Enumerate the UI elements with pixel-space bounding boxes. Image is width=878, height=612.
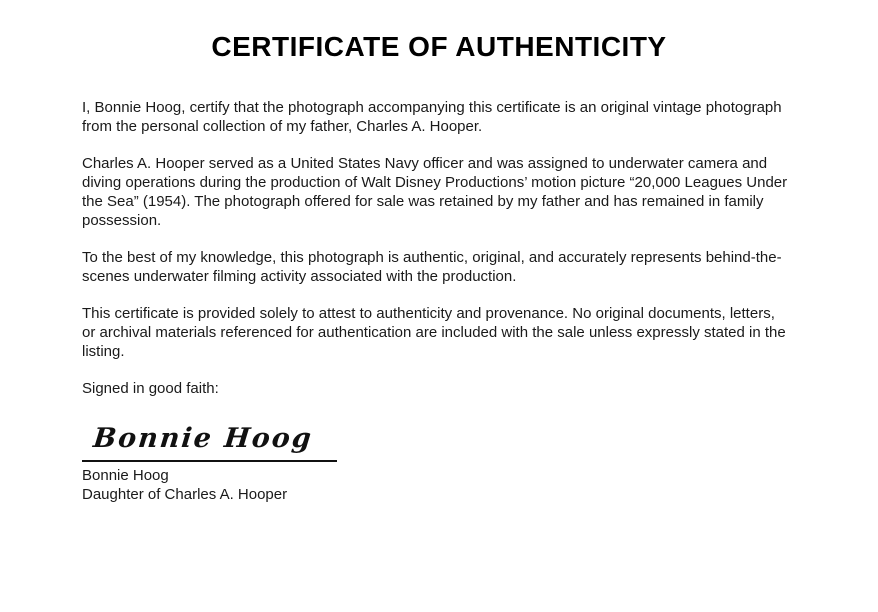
paragraph-disclaimer: This certificate is provided solely to attest to authenticity and provenance. No original documents, letters, or archival materials referenced for authentication are included with the sale unless expressly stated in the listing. [82, 305, 786, 360]
paragraph-attestation: To the best of my knowledge, this photograph is authentic, original, and accurately represents behind-the-scenes underwater filming activity associated with the production. [82, 249, 782, 285]
signature-relation: Daughter of Charles A. Hooper [82, 486, 288, 503]
signature-rule [82, 460, 337, 462]
signature-block [82, 425, 442, 504]
paragraph-provenance: Charles A. Hooper served as a United States Navy officer and was assigned to underwater camera and diving operations during the production of Walt Disney Productions’ motion picture “20,000 Leagues Under the Sea” (1954). The photograph offered for sale was retained by my father and has remained in family possession. [82, 155, 788, 229]
handwritten-signature: Bonnie Hoog [91, 423, 315, 454]
sign-off-line: Signed in good faith: [82, 380, 219, 397]
paragraph-intro: I, Bonnie Hoog, certify that the photograph accompanying this certificate is an original vintage photograph from the personal collection of my father, Charles A. Hooper. [82, 99, 782, 135]
signature-printed-name: Bonnie Hoog [82, 467, 169, 484]
page-title: CERTIFICATE OF AUTHENTICITY [211, 31, 667, 62]
certificate-body [82, 98, 788, 416]
